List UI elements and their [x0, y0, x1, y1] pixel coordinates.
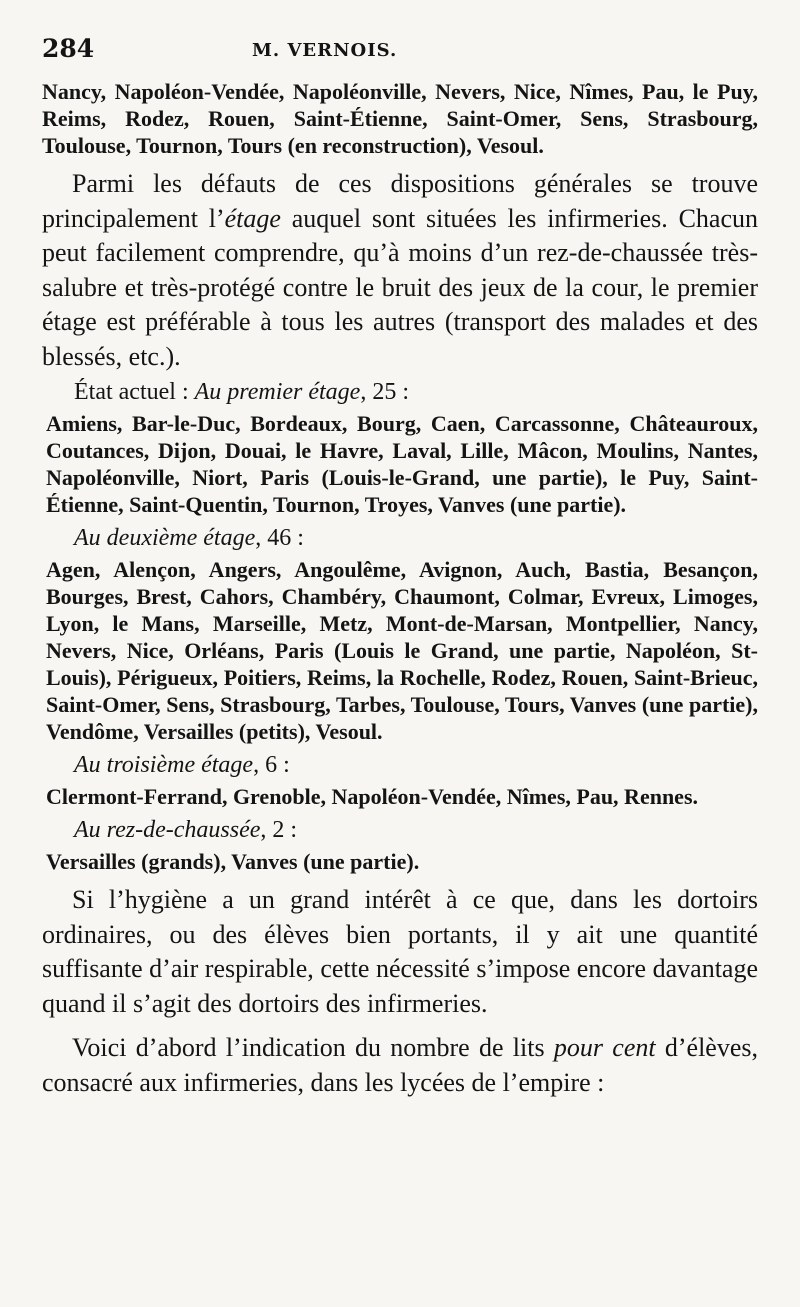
- body-text: [42, 78, 758, 1100]
- running-head: M. VERNOIS.: [252, 40, 398, 61]
- emphasis-text: pour cent: [553, 1033, 656, 1062]
- heading-emphasis: Au rez-de-chaussée: [74, 817, 261, 843]
- paragraph-voici: [42, 1031, 758, 1100]
- troisieme-etage-heading: [74, 749, 758, 781]
- paragraph-text: Voici d’abord l’indication du nombre de lits: [72, 1033, 554, 1062]
- paragraph-text: d’élèves, consacré aux infirmeries, dans les lycées de l’empire :: [42, 1033, 758, 1097]
- deuxieme-etage-heading: [74, 522, 758, 554]
- heading-emphasis: Au deuxième étage: [74, 525, 256, 551]
- heading-emphasis: Au premier étage: [194, 379, 361, 405]
- heading-emphasis: Au troisième étage: [74, 752, 254, 778]
- heading-text: État actuel :: [74, 379, 195, 405]
- etat-actuel-heading: [74, 376, 758, 408]
- rez-de-chaussee-heading: [74, 814, 758, 846]
- paragraph-text: Parmi les défauts de ces dispositions générales se trouve principalement l’: [42, 169, 758, 233]
- paragraph-text: auquel sont situées les infirmeries. Chacun peut facilement comprendre, qu’à moins d’un rez-de-chaussée très-salubre et très-protégé contre le bruit des jeux de la cour, le premier étage est préférable à tous les autres (transport des malades et des blessés, etc.).: [42, 203, 758, 371]
- list-premier-etage: Amiens, Bar-le-Duc, Bordeaux, Bourg, Caen, Carcassonne, Châteauroux, Coutances, Dijon, Douai, le Havre, Laval, Lille, Mâcon, Moulins, Nantes, Napoléonville, Niort, Paris (Louis-le-Grand, une partie), le Puy, Saint-Étienne, Saint-Quentin, Tournon, Troyes, Vanves (une partie).: [46, 411, 758, 517]
- list-rez-de-chaussee: Versailles (grands), Vanves (une partie).: [46, 849, 420, 874]
- heading-count: , 2 :: [260, 817, 298, 843]
- page-number: 284: [42, 34, 95, 63]
- paragraph-hygiene: Si l’hygiène a un grand intérêt à ce que, dans les dortoirs ordinaires, ou des élèves bien portants, il y ait une quantité suffisante d’air respirable, cette nécessité s’impose encore davantage quand il s’agit des dortoirs des infirmeries.: [42, 885, 758, 1018]
- page-header: [42, 32, 758, 72]
- heading-count: , 46 :: [255, 525, 304, 551]
- paragraph-continuation: Nancy, Napoléon-Vendée, Napoléonville, Nevers, Nice, Nîmes, Pau, le Puy, Reims, Rodez, Rouen, Saint-Étienne, Saint-Omer, Sens, Strasbourg, Toulouse, Tournon, Tours (en reconstruction), Vesoul.: [42, 79, 758, 158]
- paragraph-defauts: [42, 167, 758, 374]
- heading-count: , 6 :: [253, 752, 290, 778]
- heading-count: , 25 :: [360, 379, 410, 405]
- list-troisieme-etage: Clermont-Ferrand, Grenoble, Napoléon-Vendée, Nîmes, Pau, Rennes.: [46, 784, 699, 809]
- list-deuxieme-etage: Agen, Alençon, Angers, Angoulême, Avignon, Auch, Bastia, Besançon, Bourges, Brest, Cahors, Chambéry, Chaumont, Colmar, Evreux, Limoges, Lyon, le Mans, Marseille, Metz, Mont-de-Marsan, Montpellier, Nancy, Nevers, Nice, Orléans, Paris (Louis le Grand, une partie, Napoléon, St-Louis), Périgueux, Poitiers, Reims, la Rochelle, Rodez, Rouen, Saint-Brieuc, Saint-Omer, Sens, Strasbourg, Tarbes, Toulouse, Tours, Vanves (une partie), Vendôme, Versailles (petits), Vesoul.: [46, 557, 758, 744]
- emphasis-text: étage: [224, 203, 281, 233]
